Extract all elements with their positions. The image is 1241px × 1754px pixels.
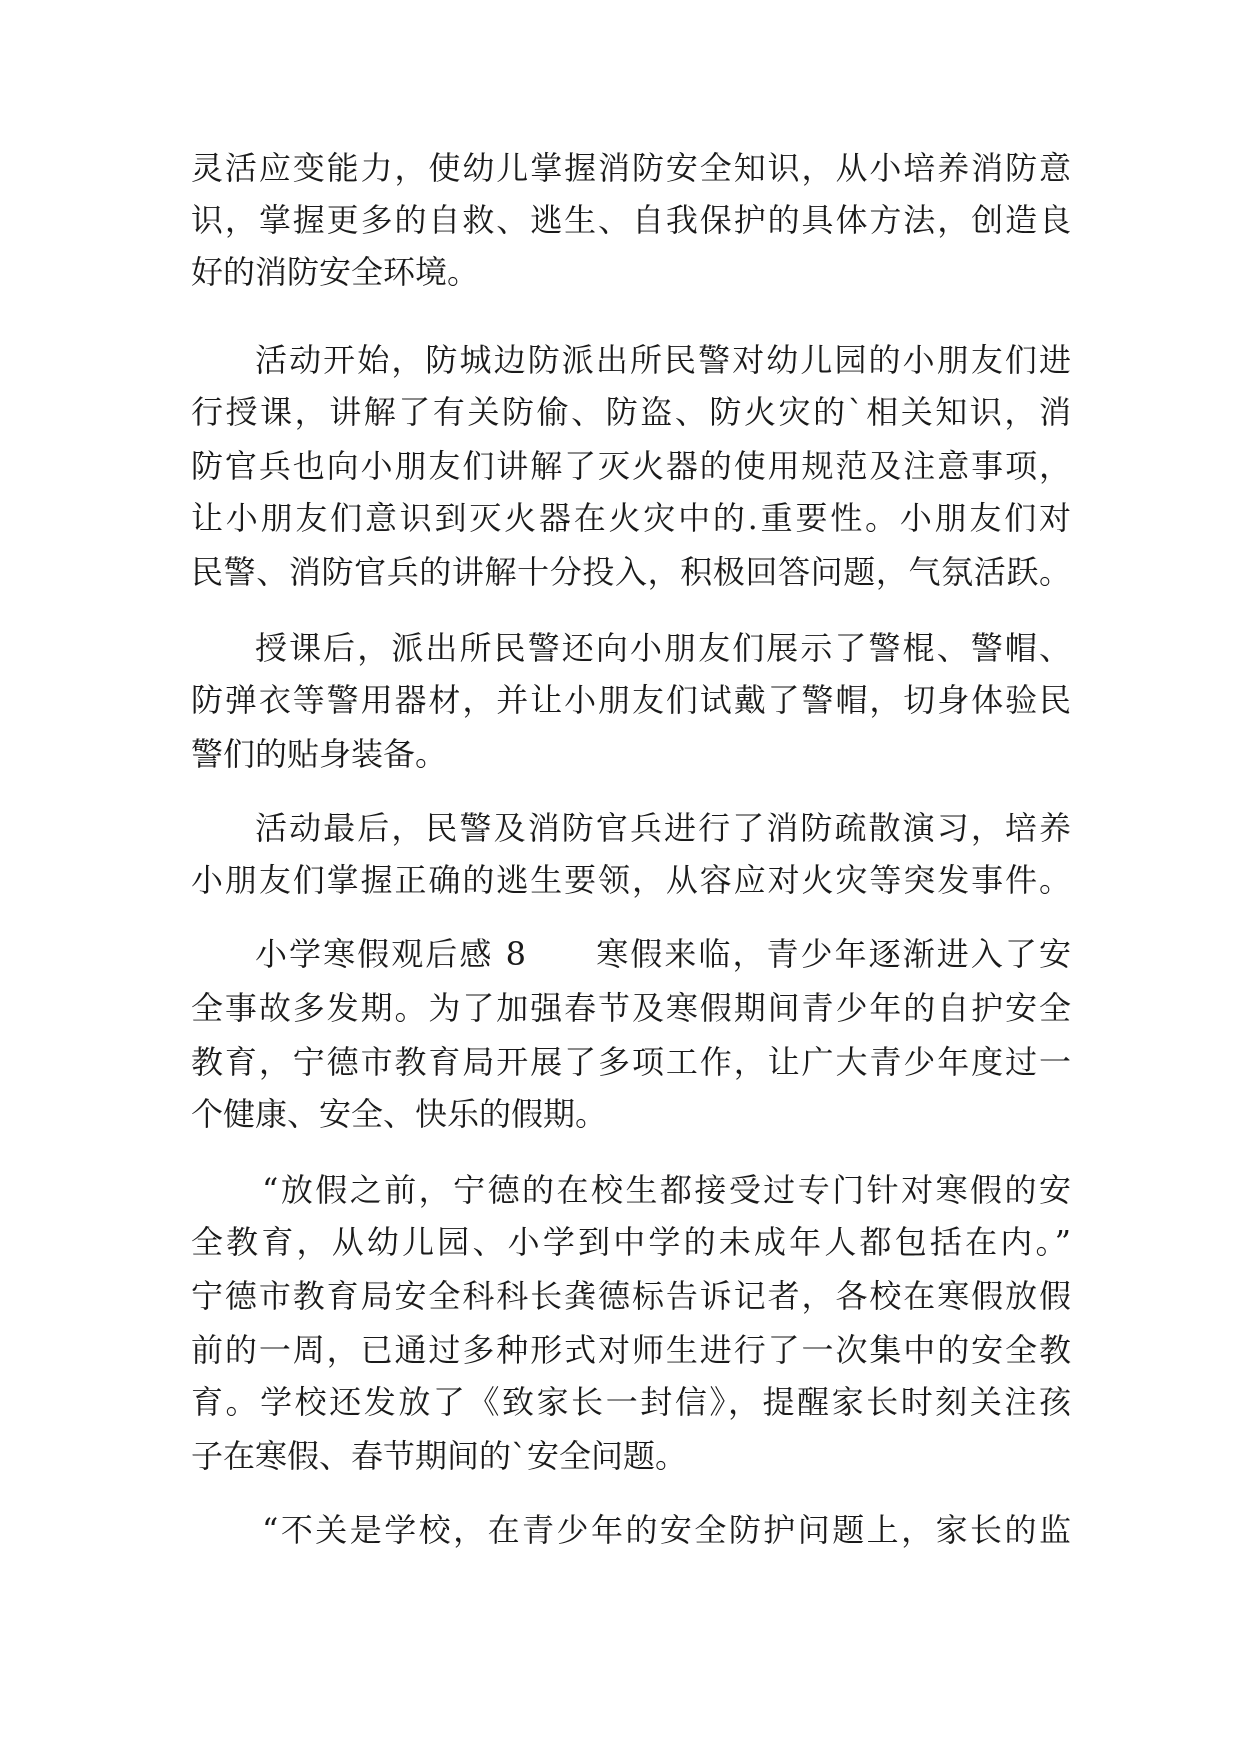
text-line: 防官兵也向小朋友们讲解了灭火器的使用规范及注意事项， [191,447,1071,485]
text-line: 育。学校还发放了《致家长一封信》，提醒家长时刻关注孩 [191,1383,1071,1421]
text-line: 小朋友们掌握正确的逃生要领，从容应对火灾等突发事件。 [191,861,1071,899]
text-line: 警们的贴身装备。 [191,735,448,773]
text-line: 全教育，从幼儿园、小学到中学的未成年人都包括在内。” [191,1223,1071,1261]
text-line: 行授课，讲解了有关防偷、防盗、防火灾的`相关知识，消 [191,393,1071,431]
text-line: 让小朋友们意识到灭火器在火灾中的.重要性。小朋友们对 [191,499,1071,537]
text-line: 个健康、安全、快乐的假期。 [191,1095,608,1133]
text-line: 识，掌握更多的自救、逃生、自我保护的具体方法，创造良 [191,201,1071,239]
text-line: 全事故多发期。为了加强春节及寒假期间青少年的自护安全 [191,989,1071,1027]
text-line: 防弹衣等警用器材，并让小朋友们试戴了警帽，切身体验民 [191,681,1071,719]
text-line: 活动最后，民警及消防官兵进行了消防疏散演习，培养 [255,809,1071,847]
text-line: 民警、消防官兵的讲解十分投入，积极回答问题，气氛活跃。 [191,553,1071,591]
text-line: 小学寒假观后感 8 寒假来临，青少年逐渐进入了安 [255,935,1071,973]
text-line: 前的一周，已通过多种形式对师生进行了一次集中的安全教 [191,1331,1071,1369]
text-line: “不关是学校，在青少年的安全防护问题上，家长的监 [262,1511,1071,1549]
text-line: 教育，宁德市教育局开展了多项工作，让广大青少年度过一 [191,1043,1071,1081]
text-line: 灵活应变能力，使幼儿掌握消防安全知识，从小培养消防意 [191,149,1071,187]
text-line: “放假之前，宁德的在校生都接受过专门针对寒假的安 [262,1171,1071,1209]
text-line: 授课后，派出所民警还向小朋友们展示了警棍、警帽、 [255,629,1071,667]
text-line: 好的消防安全环境。 [191,253,480,291]
text-line: 活动开始，防城边防派出所民警对幼儿园的小朋友们进 [255,341,1071,379]
text-line: 子在寒假、春节期间的`安全问题。 [191,1437,688,1475]
text-line: 宁德市教育局安全科科长龚德标告诉记者，各校在寒假放假 [191,1277,1071,1315]
